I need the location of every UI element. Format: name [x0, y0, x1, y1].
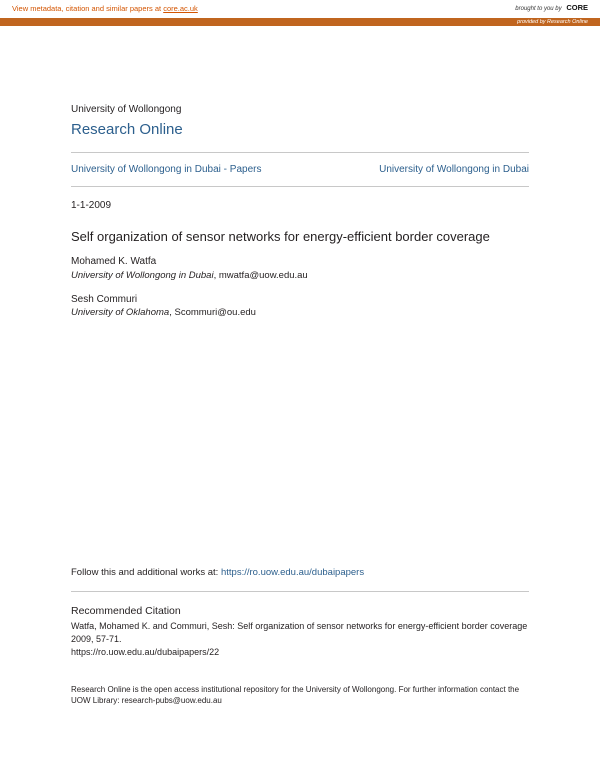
divider-bottom	[71, 186, 529, 187]
divider-citation	[71, 591, 529, 592]
core-ac-uk-link[interactable]: core.ac.uk	[163, 4, 198, 13]
follow-text: Follow this and additional works at:	[71, 567, 221, 578]
metadata-text: View metadata, citation and similar papers at	[12, 4, 164, 13]
paper-title: Self organization of sensor networks for energy-efficient border coverage	[71, 229, 490, 244]
brought-by-core[interactable]	[515, 3, 588, 12]
author-email[interactable]: , Scommuri@ou.edu	[169, 307, 256, 318]
author-name: Sesh Commuri	[71, 294, 138, 305]
citation-body	[71, 620, 531, 659]
core-logo: CORE	[566, 3, 588, 12]
provided-by-strip	[0, 18, 600, 26]
author-email[interactable]: , mwatfa@uow.edu.au	[213, 270, 308, 281]
citation-heading: Recommended Citation	[71, 605, 181, 617]
core-banner	[0, 0, 600, 18]
department-link[interactable]: University of Wollongong in Dubai	[379, 164, 529, 175]
repository-name[interactable]: Research Online	[71, 121, 183, 138]
author-name: Mohamed K. Watfa	[71, 256, 157, 267]
repository-footer: Research Online is the open access institutional repository for the University of Wollongong. For further information contact the UOW Library: research-pubs@uow.edu.au	[71, 685, 520, 705]
university-name: University of Wollongong	[71, 104, 182, 115]
citation-text: Watfa, Mohamed K. and Commuri, Sesh: Self organization of sensor networks for energy-efficient border coverage 2009, 57-71.	[71, 621, 528, 644]
core-metadata-link[interactable]	[12, 4, 198, 13]
divider-top	[71, 152, 529, 153]
follow-link[interactable]: https://ro.uow.edu.au/dubaipapers	[220, 567, 365, 578]
follow-works	[71, 567, 364, 578]
provided-by-text[interactable]: provided by Research Online	[517, 19, 588, 25]
publication-date: 1-1-2009	[71, 200, 112, 211]
brought-by-text: brought to you by	[515, 6, 562, 12]
author-affiliation	[71, 307, 256, 318]
series-link[interactable]: University of Wollongong in Dubai - Papers	[71, 164, 262, 175]
author-institution: University of Wollongong in Dubai	[71, 270, 214, 281]
citation-url[interactable]: https://ro.uow.edu.au/dubaipapers/22	[71, 647, 220, 657]
author-institution: University of Oklahoma	[71, 307, 170, 318]
author-affiliation	[71, 270, 308, 281]
